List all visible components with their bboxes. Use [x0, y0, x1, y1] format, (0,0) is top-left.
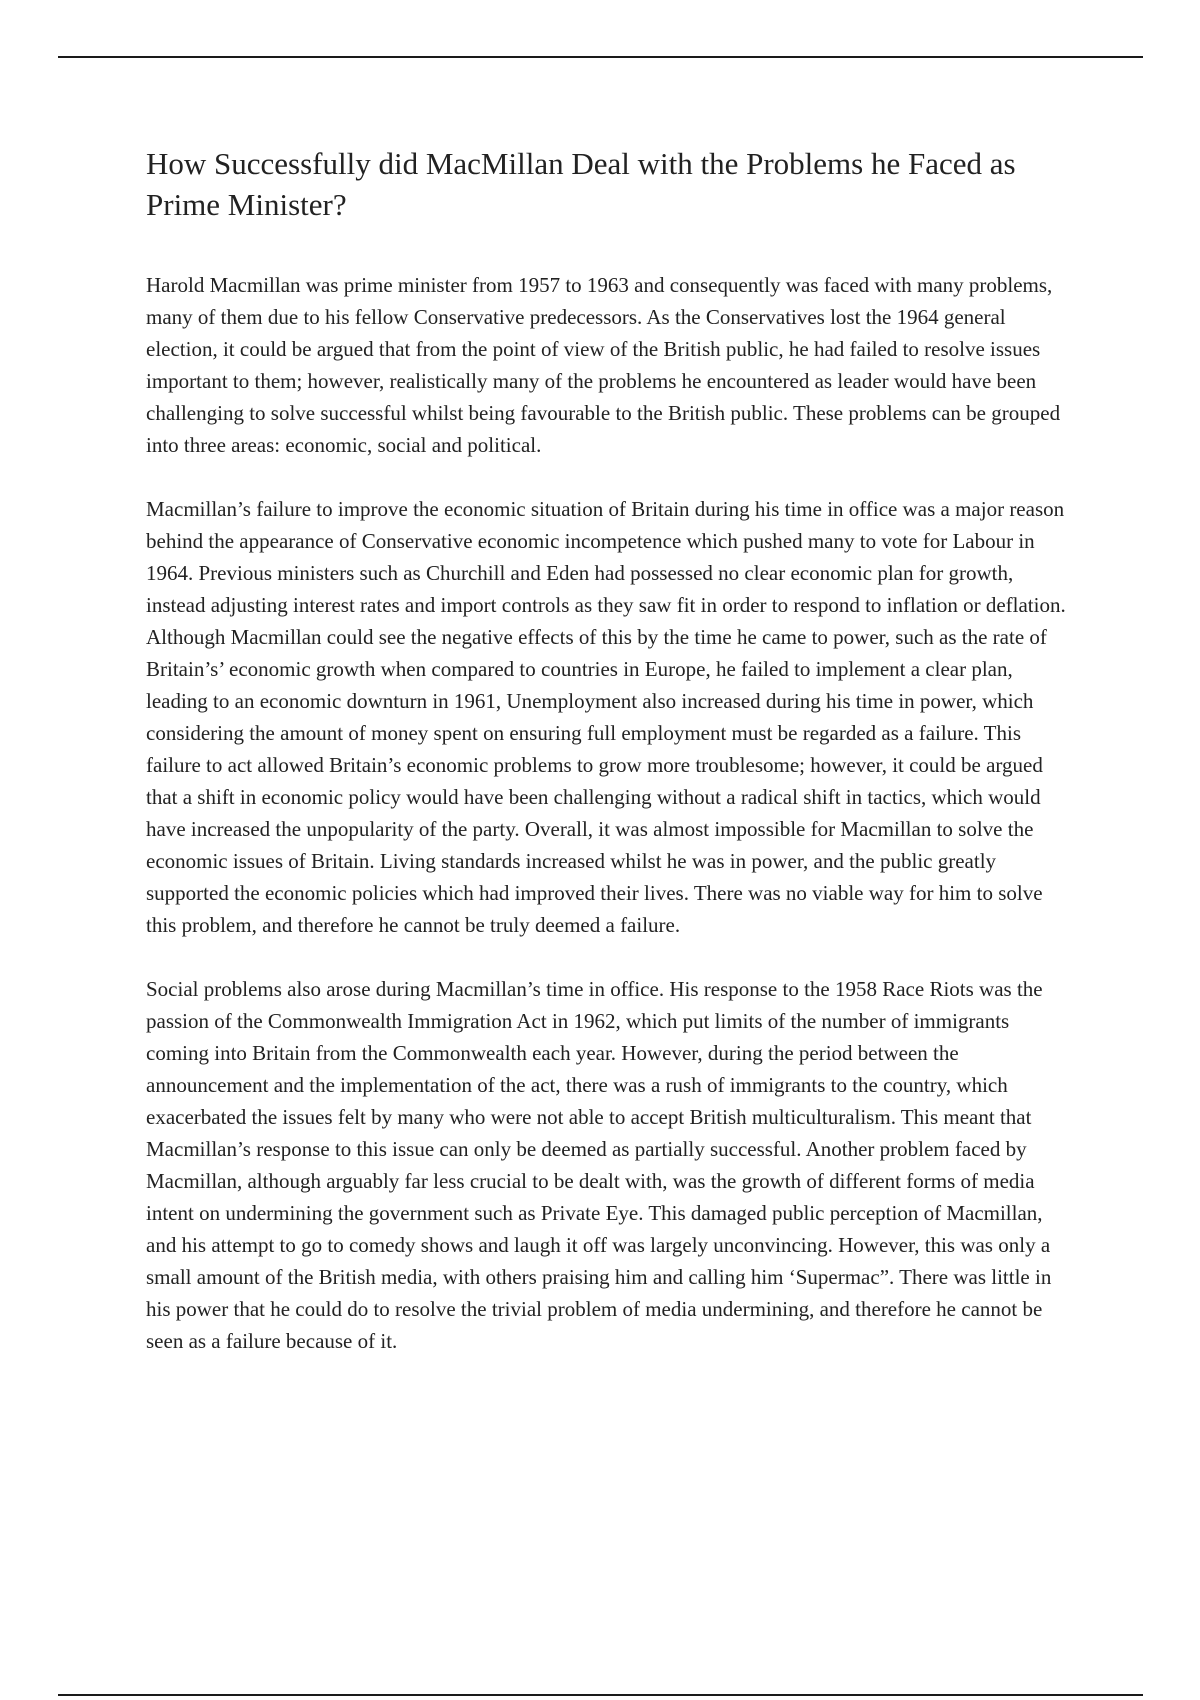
paragraph-social: Social problems also arose during Macmillan’s time in office. His response to the 1958 Race Riots was the passion of the Commonwealth Immigration Act in 1962, which put limits of the number of immigrants coming into Britain from the Commonwealth each year. However, during the period between the announcement and the implementation of the act, there was a rush of immigrants to the country, which exacerbated the issues felt by many who were not able to accept British multiculturalism. This meant that Macmillan’s response to this issue can only be deemed as partially successful. Another problem faced by Macmillan, although arguably far less crucial to be dealt with, was the growth of different forms of media intent on undermining the government such as Private Eye. This damaged public perception of Macmillan, and his attempt to go to comedy shows and laugh it off was largely unconvincing. However, this was only a small amount of the British media, with others praising him and calling him ‘Supermac”. There was little in his power that he could do to resolve the trivial problem of media undermining, and therefore he cannot be seen as a failure because of it.: [146, 977, 1052, 1353]
document-title: How Successfully did MacMillan Deal with the Problems he Faced as Prime Minister?: [146, 146, 1016, 222]
bottom-rule: [58, 1694, 1143, 1696]
document-body: [146, 143, 1066, 1389]
paragraph-intro: Harold Macmillan was prime minister from 1957 to 1963 and consequently was faced with many problems, many of them due to his fellow Conservative predecessors. As the Conservatives lost the 1964 general election, it could be argued that from the point of view of the British public, he had failed to resolve issues important to them; however, realistically many of the problems he encountered as leader would have been challenging to solve successful whilst being favourable to the British public. These problems can be grouped into three areas: economic, social and political.: [146, 273, 1061, 457]
top-rule: [58, 56, 1143, 58]
paragraph-economic: Macmillan’s failure to improve the economic situation of Britain during his time in office was a major reason behind the appearance of Conservative economic incompetence which pushed many to vote for Labour in 1964. Previous ministers such as Churchill and Eden had possessed no clear economic plan for growth, instead adjusting interest rates and import controls as they saw fit in order to respond to inflation or deflation. Although Macmillan could see the negative effects of this by the time he came to power, such as the rate of Britain’s’ economic growth when compared to countries in Europe, he failed to implement a clear plan, leading to an economic downturn in 1961, Unemployment also increased during his time in power, which considering the amount of money spent on ensuring full employment must be regarded as a failure. This failure to act allowed Britain’s economic problems to grow more troublesome; however, it could be argued that a shift in economic policy would have been challenging without a radical shift in tactics, which would have increased the unpopularity of the party. Overall, it was almost impossible for Macmillan to solve the economic issues of Britain. Living standards increased whilst he was in power, and the public greatly supported the economic policies which had improved their lives. There was no viable way for him to solve this problem, and therefore he cannot be truly deemed a failure.: [146, 497, 1066, 937]
